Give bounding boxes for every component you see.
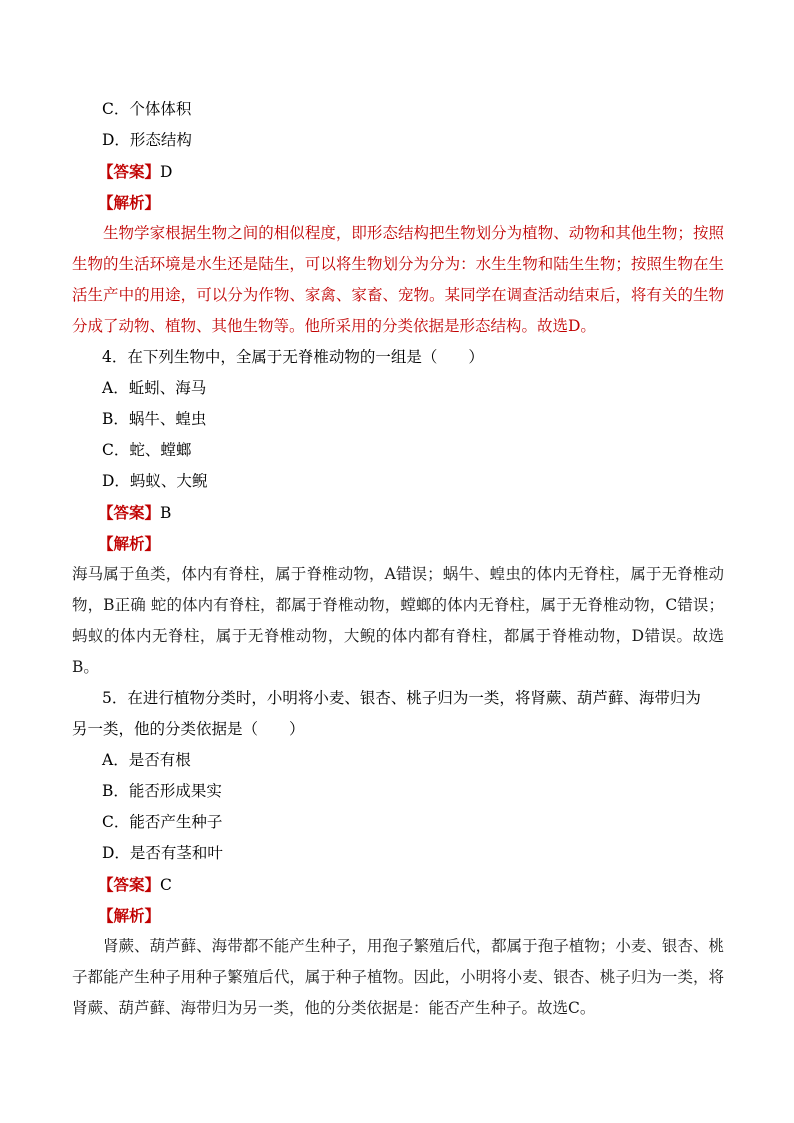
q4-option-a: A．蚯蚓、海马 — [102, 379, 207, 397]
q3-answer — [72, 156, 724, 187]
q4-answer-value: B — [160, 504, 172, 522]
q5-option-c: C．能否产生种子 — [102, 813, 223, 831]
q3-answer-value: D — [160, 163, 173, 181]
q3-option-c: C．个体体积 — [102, 100, 192, 118]
q3-option-d: D．形态结构 — [102, 131, 192, 149]
q4-option-b: B．蜗牛、蝗虫 — [102, 410, 207, 428]
q5-answer — [72, 869, 724, 900]
q3-analysis-text: 生物学家根据生物之间的相似程度，即形态结构把生物划分为植物、动物和其他生物；按照生物的生活环境是水生还是陆生，可以将生物划分为分为：水生生物和陆生生物；按照生物在生活生产中的用途，可以分为作物、家禽、家畜、宠物。某同学在调查活动结束后，将有关的生物分成了动物、植物、其他生物等。他所采用的分类依据是形态结构。故选D。 — [72, 224, 724, 335]
q5-option-d: D．是否有茎和叶 — [102, 844, 223, 862]
page-content — [72, 94, 724, 1024]
q4-stem: 4．在下列生物中，全属于无脊椎动物的一组是（ ） — [102, 348, 484, 366]
q5-stem-line2: 另一类，他的分类依据是（ ） — [72, 720, 305, 738]
q4-analysis-label: 【解析】 — [98, 534, 161, 553]
q3-analysis-heading — [72, 187, 724, 218]
q5-answer-label: 【答案】 — [98, 875, 161, 894]
q3-analysis-label: 【解析】 — [98, 193, 161, 212]
q4-analysis-text: 海马属于鱼类，体内有脊柱，属于脊椎动物，A错误；蜗牛、蝗虫的体内无脊柱，属于无脊椎动物，B正确 蛇的体内有脊柱，都属于脊椎动物，螳螂的体内无脊柱，属于无脊椎动物，C错误；蚂蚁的体内无脊柱，属于无脊椎动物，大鲵的体内都有脊柱，都属于脊椎动物，D错误。故选B。 — [72, 565, 724, 676]
q5-option-a: A．是否有根 — [102, 751, 191, 769]
q4-option-d: D．蚂蚁、大鲵 — [102, 472, 208, 490]
q5-stem-line1: 5．在进行植物分类时，小明将小麦、银杏、桃子归为一类，将肾蕨、葫芦藓、海带归为 — [102, 689, 701, 707]
q5-option-b: B．能否形成果实 — [102, 782, 222, 800]
q4-answer-label: 【答案】 — [98, 503, 161, 522]
q3-answer-label: 【答案】 — [98, 162, 161, 181]
q5-analysis-heading — [72, 900, 724, 931]
q4-option-c: C．蛇、螳螂 — [102, 441, 192, 459]
q5-analysis-label: 【解析】 — [98, 906, 161, 925]
q5-analysis-text: 肾蕨、葫芦藓、海带都不能产生种子，用孢子繁殖后代，都属于孢子植物；小麦、银杏、桃子都能产生种子用种子繁殖后代，属于种子植物。因此，小明将小麦、银杏、桃子归为一类，将肾蕨、葫芦藓、海带归为另一类，他的分类依据是：能否产生种子。故选C。 — [72, 937, 724, 1017]
q4-analysis-heading — [72, 528, 724, 559]
q5-answer-value: C — [160, 876, 172, 894]
q4-answer — [72, 497, 724, 528]
